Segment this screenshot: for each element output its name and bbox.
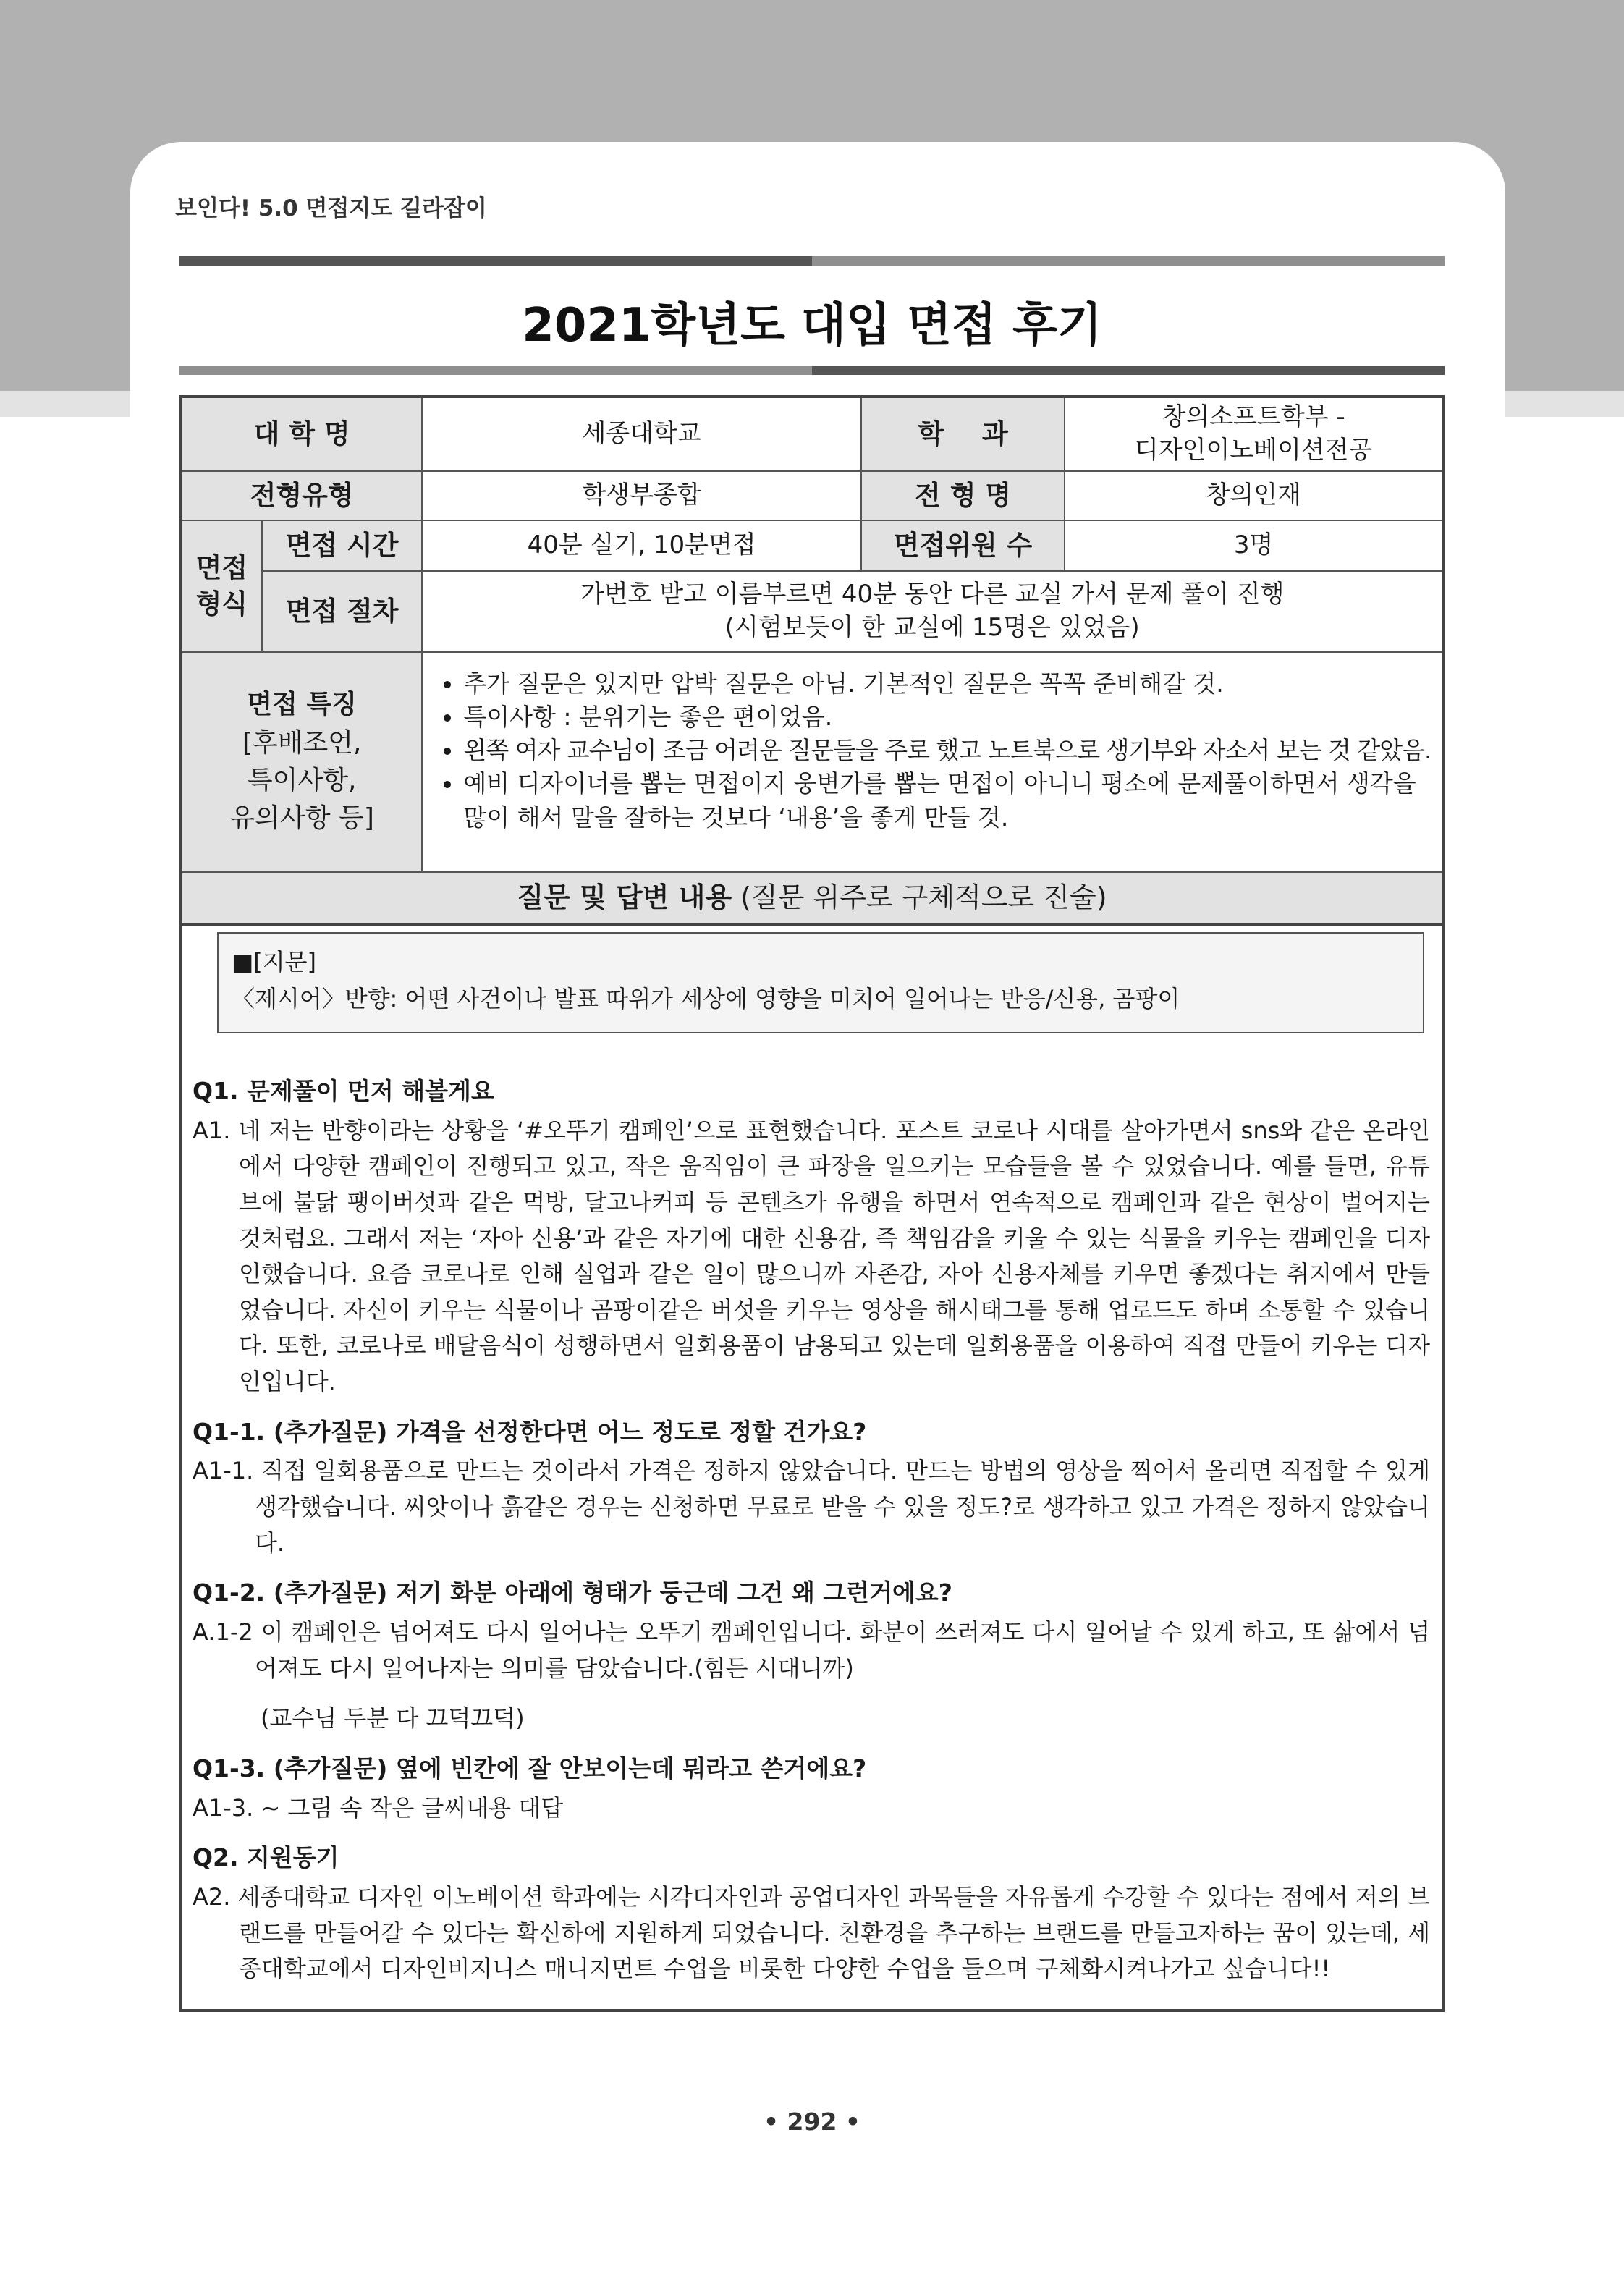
feat-label-line3: 특이사항, [247,765,357,795]
time-value: 40분 실기, 10분면접 [422,520,861,571]
name-label: 전 형 명 [861,471,1065,520]
info-table [179,395,1445,926]
jimun-label: ■[지문] [232,948,317,976]
answer-2: A2. 세종대학교 디자인 이노베이션 학과에는 시각디자인과 공업디자인 과목들을 자유롭게 수강할 수 있다는 점에서 저의 브랜드를 만들어갈 수 있다는 확신하에 지원하게 되었습니다. 친환경을 추구하는 브랜드를 만들고자하는 꿈이 있는데, 세종대학교에서 디자인비지니스 매니지먼트 수업을 비롯한 다양한 수업을 들으며 구체화시켜나가고 싶습니다!! [193,1883,1430,1983]
question-1-1: Q1-1. (추가질문) 가격을 선정한다면 어느 정도로 정할 건가요? [193,1417,867,1446]
univ-label: 대 학 명 [181,397,422,471]
type-label: 전형유형 [181,471,422,520]
name-value: 창의인재 [1065,471,1443,520]
features-list [437,667,1433,834]
question-1-2: Q1-2. (추가질문) 저기 화분 아래에 형태가 둥근데 그건 왜 그런거에요? [193,1578,952,1607]
row-university [181,397,1443,471]
proc-label: 면접 절차 [262,571,423,652]
dept-value-line2: 디자인이노베이션전공 [1134,435,1373,465]
section-header [181,872,1443,925]
title-rule-bottom [179,366,1445,375]
dept-value [1065,397,1443,471]
row-procedure [181,571,1443,652]
feat-label-line1: 면접 특징 [247,690,358,720]
jimun-box [217,932,1424,1033]
feat-label-line2: [후배조언, [242,727,362,758]
univ-value: 세종대학교 [422,397,861,471]
feature-item: • 추가 질문은 있지만 압박 질문은 아님. 기본적인 질문은 꼭꼭 준비해갈 것. [463,667,1433,701]
panel-value: 3명 [1065,520,1443,571]
proc-value-line1: 가번호 받고 이름부르면 40분 동안 다른 교실 가서 문제 풀이 진행 [580,579,1285,609]
section-header-rest: (질문 위주로 구체적으로 진술) [732,881,1107,914]
answer-1: A1. 네 저는 반향이라는 상황을 ‘#오뚜기 캠페인’으로 표현했습니다. 포스트 코로나 시대를 살아가면서 sns와 같은 온라인에서 다양한 캠페인이 진행되고 있고, 작은 움직임이 큰 파장을 일으키는 모습들을 볼 수 있었습니다. 예를 들면, 유튜브에 불닭 팽이버섯과 같은 먹방, 달고나커피 등 콘텐츠가 유행을 하면서 연속적으로 캠페인과 같은 현상이 벌어지는 것처럼요. 그래서 저는 ‘자아 신용’과 같은 자기에 대한 신용감, 즉 책임감을 키울 수 있는 식물을 키우는 캠페인을 디자인했습니다. 요즘 코로나로 인해 실업과 같은 일이 많으니까 자존감, 자아 신용자체를 키우면 좋겠다는 취지에서 만들었습니다. 자신이 키우는 식물이나 곰팡이같은 버섯을 키우는 영상을 해시태그를 통해 업로드도 하며 소통할 수 있습니다. 또한, 코로나로 배달음식이 성행하면서 일회용품이 남용되고 있는데 일회용품을 이용하여 직접 만들어 키우는 디자인입니다. [193,1116,1430,1395]
time-label: 면접 시간 [262,520,423,571]
type-value: 학생부종합 [422,471,861,520]
row-type [181,471,1443,520]
page-number: • 292 • [763,2107,861,2136]
feat-label [181,652,422,872]
feature-item: • 예비 디자이너를 뽑는 면접이지 웅변가를 뽑는 면접이 아니니 평소에 문제풀이하면서 생각을 많이 해서 말을 잘하는 것보다 ‘내용’을 좋게 만들 것. [463,767,1433,834]
row-section-header [181,872,1443,925]
title-rule-top [179,256,1445,266]
running-header: 보인다! 5.0 면접지도 길라잡이 [175,195,487,221]
proc-value [422,571,1443,652]
question-2: Q2. 지원동기 [193,1843,339,1872]
dept-value-line1: 창의소프트학부 - [1162,402,1345,431]
row-time [181,520,1443,571]
answer-1-3: A1-3. ~ 그림 속 작은 글씨내용 대답 [193,1793,564,1822]
qa-body [193,1074,1430,2002]
panel-label: 면접위원 수 [861,520,1065,571]
proc-value-line2: (시험보듯이 한 교실에 15명은 있었음) [724,612,1140,642]
feature-item: • 왼쪽 여자 교수님이 조금 어려운 질문들을 주로 했고 노트북으로 생기부와 자소서 보는 것 같았음. [463,734,1433,767]
dept-label: 학 과 [861,397,1065,471]
jimun-text: 〈제시어〉반향: 어떤 사건이나 발표 따위가 세상에 영향을 미치어 일어나는 반응/신용, 곰팡이 [232,985,1180,1013]
qa-box [179,921,1445,2012]
format-label-line2: 형식 [195,588,248,620]
question-1-3: Q1-3. (추가질문) 옆에 빈칸에 잘 안보이는데 뭐라고 쓴거에요? [193,1754,867,1783]
format-label [181,520,262,652]
format-label-line1: 면접 [195,551,248,583]
professor-note: (교수님 두분 다 끄덕끄덕) [261,1704,525,1733]
row-features [181,652,1443,872]
answer-1-2: A.1-2 이 캠페인은 넘어져도 다시 일어나는 오뚜기 캠페인입니다. 화분이 쓰러져도 다시 일어날 수 있게 하고, 또 삶에서 넘어져도 다시 일어나자는 의미를 담았습니다.(힘든 시대니까) [193,1618,1430,1682]
feature-item: • 특이사항 : 분위기는 좋은 편이었음. [463,701,1433,734]
feat-label-line4: 유의사항 등] [229,803,374,833]
answer-1-1: A1-1. 직접 일회용품으로 만드는 것이라서 가격은 정하지 않았습니다. 만드는 방법의 영상을 찍어서 올리면 직접할 수 있게 생각했습니다. 씨앗이나 흙같은 경우는 신청하면 무료로 받을 수 있을 정도?로 생각하고 있고 가격은 정하지 않았습니다. [193,1457,1430,1557]
page-title: 2021학년도 대입 면접 후기 [522,299,1102,352]
section-header-bold: 질문 및 답변 내용 [517,881,732,914]
features-cell [422,652,1443,872]
question-1: Q1. 문제풀이 먼저 해볼게요 [193,1077,494,1105]
